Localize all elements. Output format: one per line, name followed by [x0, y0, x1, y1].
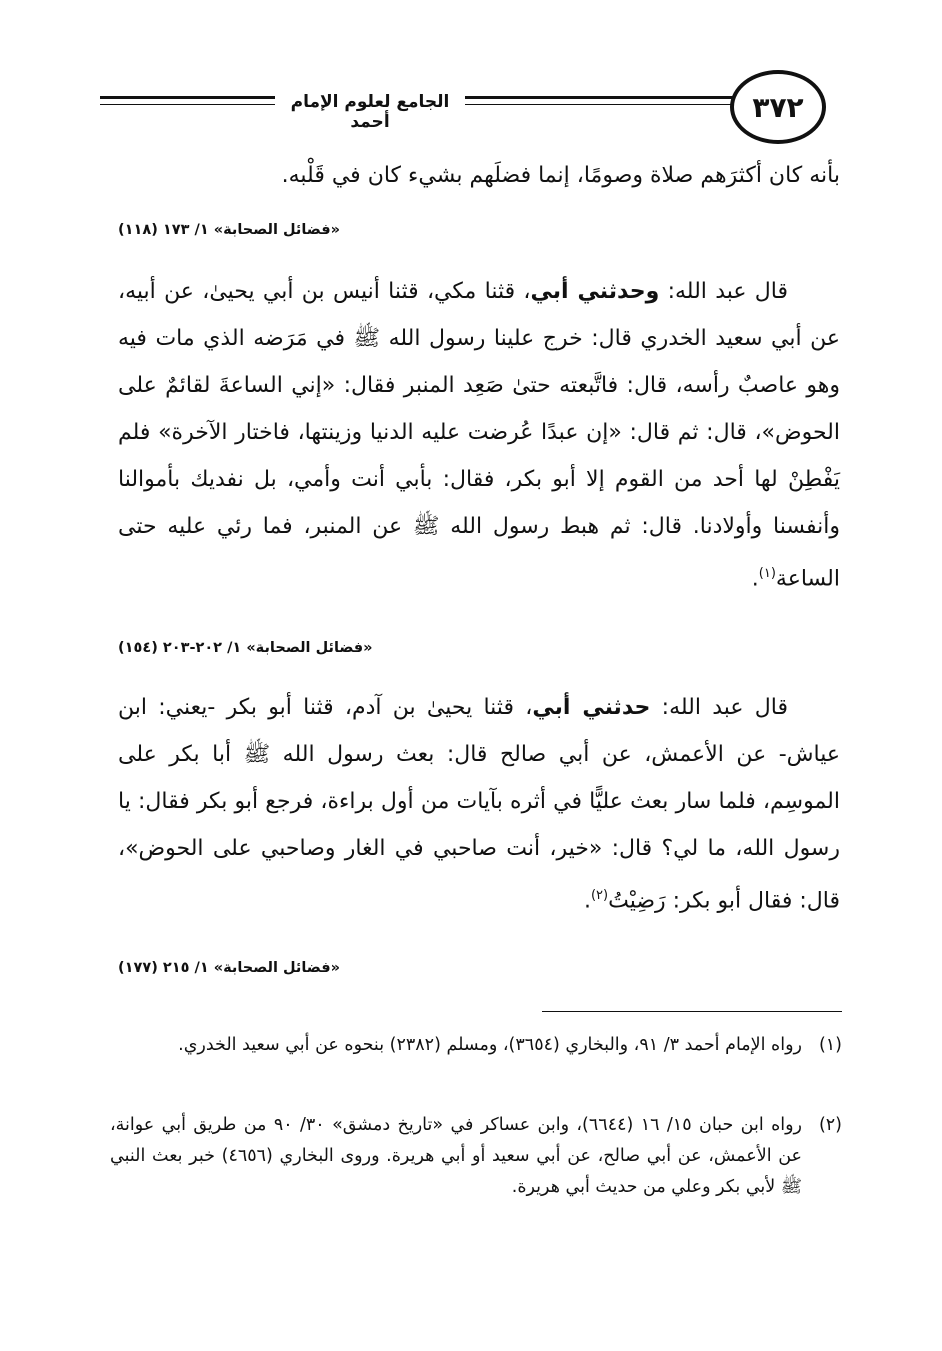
source-citation-3: «فضائل الصحابة» ١/ ٢١٥ (١٧٧)	[118, 960, 340, 976]
hadith-text: ، قثنا مكي، قثنا أنيس بن أبي يحيىٰ، عن أبيه، عن أبي سعيد الخدري قال: خرج علينا رسول الله ﷺ في مَرَضه الذي مات فيه وهو عاصبٌ رأسه، قال: فاتَّبعته حتىٰ صَعِد المنبر فقال: «إني الساعةَ لقائمٌ على الحوض»، قال: ثم قال: «إن عبدًا عُرضت عليه الدنيا وزينتها، فاختار الآخرة» فلم يَفْطِنْ لها أحد من القوم إلا أبو بكر، فقال: بأبي أنت وأمي، بل نفديك بأموالنا وأنفسنا وأولادنا. قال: ثم هبط رسول الله ﷺ عن المنبر، فما رئي عليه حتى الساعة	[118, 279, 840, 592]
page-header	[100, 70, 845, 150]
footnote-text: رواه ابن حبان ١٥/ ١٦ (٦٦٤٤)، وابن عساكر في «تاريخ دمشق» ٣٠/ ٩٠ من طريق أبي عوانة، عن الأعمش، عن أبي صالح، عن أبي سعيد أو أبي هريرة. وروى البخاري (٤٦٥٦) خبر بعث النبي ﷺ لأبي بكر وعلي من حديث أبي هريرة.	[110, 1115, 803, 1197]
footnote-number: (١)	[818, 1035, 842, 1055]
footnote-separator	[542, 1011, 842, 1012]
hadith-chain: وحدثني أبي	[530, 279, 660, 304]
continued-paragraph: بأنه كان أكثرَهم صلاة وصومًا، إنما فضلَهم بشيء كان في قَلْبه.	[281, 163, 840, 188]
footnote-ref-1[interactable]: (١)	[758, 566, 776, 581]
footnote-number: (٢)	[818, 1115, 842, 1135]
footnote-ref-2[interactable]: (٢)	[590, 888, 609, 903]
source-citation-2: «فضائل الصحابة» ١/ ٢٠٢-٢٠٣ (١٥٤)	[118, 640, 373, 656]
hadith-paragraph-1: قال عبد الله: وحدثني أبي، قثنا مكي، قثنا أنيس بن أبي يحيىٰ، عن أبيه، عن أبي سعيد الخدري قال: خرج علينا رسول الله ﷺ في مَرَضه الذي مات فيه وهو عاصبٌ رأسه، قال: فاتَّبعته حتىٰ صَعِد المنبر فقال: «إني الساعةَ لقائمٌ على الحوض»، قال: ثم قال: «إن عبدًا عُرضت عليه الدنيا وزينتها، فاختار الآخرة» فلم يَفْطِنْ لها أحد من القوم إلا أبو بكر، فقال: بأبي أنت وأمي، بل نفديك بأموالنا وأنفسنا وأولادنا. قال: ثم هبط رسول الله ﷺ عن المنبر، فما رئي عليه حتى الساعة$^{(١)}$.	[118, 279, 840, 592]
footnote-2	[110, 1110, 842, 1203]
footnote-1	[110, 1030, 842, 1061]
page-number: ٣٧٢	[730, 70, 826, 144]
source-citation-1: «فضائل الصحابة» ١/ ١٧٣ (١١٨)	[118, 222, 340, 238]
footnote-text: رواه الإمام أحمد ٣/ ٩١، والبخاري (٣٦٥٤)، ومسلم (٢٣٨٢) بنحوه عن أبي سعيد الخدري.	[178, 1035, 802, 1055]
hadith-intro: قال عبد الله:	[650, 695, 789, 720]
hadith-text: ، قثنا يحيىٰ بن آدم، قثنا أبو بكر -يعني: ابن عياش- عن الأعمش، عن أبي صالح قال: بعث رسول الله ﷺ أبا بكر على الموسِم، فلما سار بعث عليًّا في أثره بآيات من أول براءة، فرجع أبو بكر فقال: يا رسول الله، ما لي؟ قال: «خير، أنت صاحبي في الغار وصاحبي على الحوض»، قال: فقال أبو بكر: رَضِيْتُ	[118, 695, 840, 914]
running-title: الجامع لعلوم الإمام أحمد	[275, 92, 465, 132]
hadith-intro: قال عبد الله:	[659, 279, 789, 304]
hadith-chain: حدثني أبي	[532, 695, 651, 720]
hadith-paragraph-2: قال عبد الله: حدثني أبي، قثنا يحيىٰ بن آدم، قثنا أبو بكر -يعني: ابن عياش- عن الأعمش، عن أبي صالح قال: بعث رسول الله ﷺ أبا بكر على الموسِم، فلما سار بعث عليًّا في أثره بآيات من أول براءة، فرجع أبو بكر فقال: يا رسول الله، ما لي؟ قال: «خير، أنت صاحبي في الغار وصاحبي على الحوض»، قال: فقال أبو بكر: رَضِيْتُ$^{(٢)}$.	[118, 695, 840, 914]
